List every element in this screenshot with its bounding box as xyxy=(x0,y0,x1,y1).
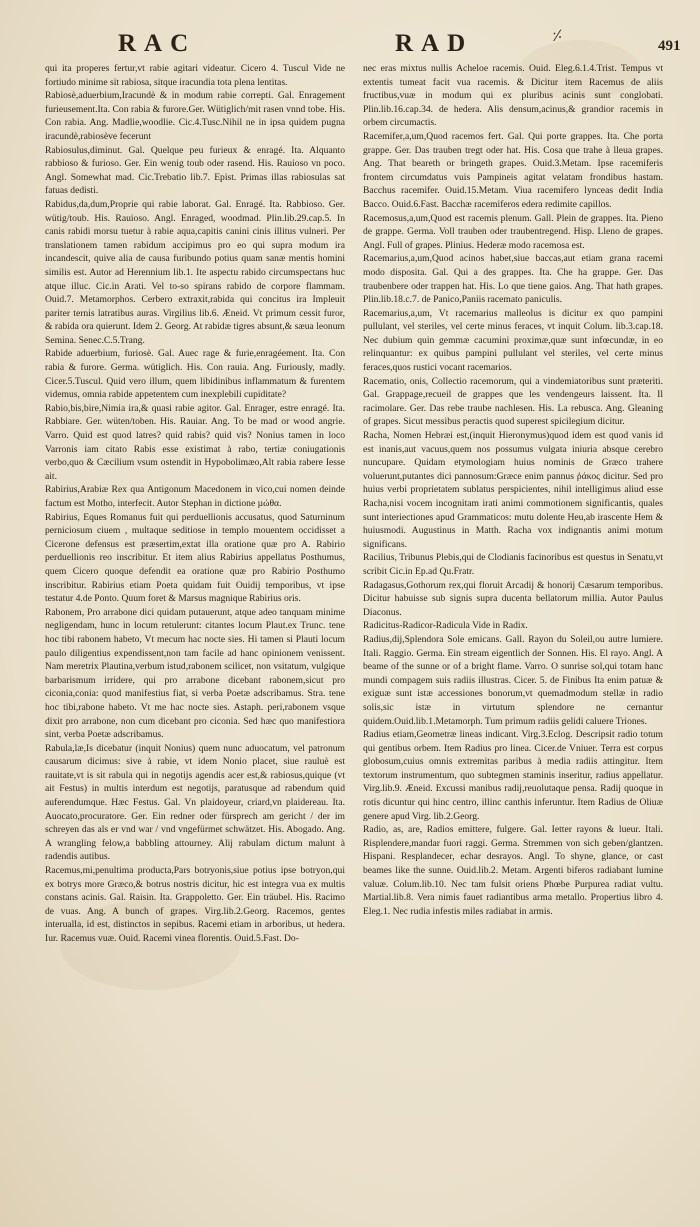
dictionary-entry: Racemosus,a,um,Quod est racemis plenum. Gall. Plein de grappes. Ita. Pieno de grappe. Germa. Voll trauben oder traubentregend. Hisp. Lleno de grapes. Angl. Full of grapes. Plinius. Hederæ modo racemosa est. xyxy=(363,212,663,251)
dictionary-entry: Racemus,mi,penultima producta,Pars botryonis,siue potius ipse botryon,qui ex botrys more Græco,& botrus nostris dicitur, hic est integra vua ex multis constans acinis. Gal. Raisin. Ita. Grappoletto. Ger. Ein träubel. His. Racimo de vuas. Ang. A bunch of grapes. Virg.lib.2.Georg. Racemos, gentes interualla, id est, distinctos in sepibus. Racemi etiam in arboribus, ut hedera. Iur. Racemus vuæ. Ouid. Racemi vinea florentis. Ouid.5.Fast. Do- xyxy=(45,865,345,944)
dictionary-entry: Rabula,læ,Is dicebatur (inquit Nonius) quem nunc aduocatum, vel patronum causarum dicimus: sive à rabie, vt idem Nonio placet, siue rauluè est rauitate,vt is sit rabula qui in negotijs agendis acer est,& rabiosus,quique (vt ait Festus) in multis interdum est negotijs, paratusque ad rabendum quid auferendumque. Hæc Festus. Gal. Vn plaidoyeur, criard,vn plaidereau. Ita. Auocato,procuratore. Ger. Ein redner oder fürsprech am gericht / der im schreyen das als er vnd war / vnd vngefürmet schwätzet. His. Abogado. Ang. A wrangling felow,a babbling attourney. Alij rabulam dictum malunt à radendis autibus. xyxy=(45,742,345,863)
dictionary-entry: nec eras mixtus nullis Acheloe racemis. Ouid. Eleg.6.1.4.Trist. Tempus vt extentis tumeat facit vua racemis. & Dicitur item Racemus de aliis fructibus,vuæ in modum qui ex pluribus acinis sunt conglobati. Plin.lib.16.cap.34. de hedera. Alis densum,acinus,& grandior racemis in orbem circumactis. xyxy=(363,63,663,129)
dictionary-entry: Racematio, onis, Collectio racemorum, qui a vindemiatoribus sunt præteriti. Gal. Grappage,recueil de grappes que les vendengeurs laissent. Ita. Il racimolare. Ger. Das rebe traube nachlesen. His. La rebusca. Ang. Gleaning of grapes. Sicut messibus peractis quod superest spicilegium dicitur. xyxy=(363,375,663,428)
dictionary-entry: Rabirius,Arabiæ Rex qua Antigonum Macedonem in vico,cui nomen deinde factum est Motho, interfecit. Autor Stephan in dictione µώθα. xyxy=(45,484,345,509)
dictionary-entry: Rabiosè,aduerbium,Iracundè & in modum rabie correpti. Gal. Enragement furieusement.Ita. Con rabia & furore.Ger. Wütiglich/mit rasen vnnd tobe. His. Con rabia. Ang. Madlie,woodlie. Cic.4.Tusc.Nihil ne in ipsa quidem pugna iracundè,rabiosève fecerunt xyxy=(45,90,345,142)
dictionary-entry: Rabidus,da,dum,Proprie qui rabie laborat. Gal. Enragé. Ita. Rabbioso. Ger. wütig/toub. His. Rauioso. Angl. Enraged, woodmad. Plin.lib.29.cap.5. In canis rabidi morsu tuetur à rabie aqua,capitis canini cinis illitus vulneri. Per translationem tamen rabidum accipimus pro eo qui supra modum ira incandescit, quive alia de causa furibundo potius quam sanæ mentis homini similis est. Autor ad Herennium lib.1. Ite aspectu rabido circumspectans huc atque illuc. Cic.in Arati. Vel to-so spirans rabido de corpore flammam. Ouid.7. Metamorphos. Cerbero extraxit,rabida qui concitus ira Impleuit pariter ternis latratibus auras. Virgilius lib.6. Æneid. Vt primum cessit furor, & rabida ora quierunt. Idem 2. Georg. At rabidæ tigres absunt,& sæua leonum Semina. Senec.C.5.Trang. xyxy=(45,198,345,346)
left-column xyxy=(45,62,345,1212)
dictionary-entry: Rabirius, Eques Romanus fuit qui perduellionis accusatus, quod Saturninum perniciosum ciuem , multaque seditiose in templo mouentem occidisset a Cicerone defensus est præsertim,extat illa oratione quæ pro A. Rabirio perduellionis reo inscribitur. Et item alius Rabirius appellatus Posthumus, quem Cicero quoque defendit ea oratione quæ pro Rabirio Posthumo inscribitur. Rabirius etiam Poeta quidam fuit Ouidij temporibus, vt ipse testatur 4.de Ponto. Quum foret & Marsus magnique Rabirius oris. xyxy=(45,511,345,605)
dictionary-entry: qui ita properes fertur,vt rabie agitari videatur. Cicero 4. Tuscul Vide ne fortiudo minime sit rabiosa, sitque iracundia tota plena lentitas. xyxy=(45,63,345,88)
page-number: 491 xyxy=(658,38,681,54)
dictionary-entry: Radicitus-Radicor-Radicula Vide in Radix. xyxy=(363,620,528,632)
running-header xyxy=(0,24,700,58)
dictionary-entry: Radio, as, are, Radios emittere, fulgere. Gal. Ietter rayons & lueur. Itali. Risplendere,mandar fuori raggi. Germa. Stremmen von sich geben/glantzen. Hispani. Resplandecer, echar desrayos. Angl. To shyne, glance, or cast beames like the sunne. Ouid.lib.2. Metam. Argenti biferos radiabant lumine valuæ. Colum.lib.10. Nec tam fulsit oriens Phœbe Purpurea radiat vultu. Martial.lib.8. Vera nimis fauet radiantibus arma metallo. Propertius libro 4. Eleg.1. Nec rudia infestis miles radiabat in armis. xyxy=(363,824,663,917)
right-column xyxy=(363,62,663,1212)
dictionary-entry: Radius etiam,Geometræ lineas indicant. Virg.3.Eclog. Descripsit radio totum qui gentibus orbem. Item Radius pro linea. Cicer.de Vniuer. Terra est corpus globosum,cuius omnis extremitas paribus à media radiis attingitur. Item textorum instrumentum, quo subtegmen staminis inseritur, radius appellatur. Virg.lib.9. Æneid. Excussi manibus radij,reuolutaque pensa. Radij quoque in rotis dicuntur qui hinc centro, illinc canthis inferuntur. Item Radius de Oliuæ genere apud Virg. lib.2.Georg. xyxy=(363,729,663,822)
left-running-head: RAC xyxy=(118,30,197,57)
dictionary-entry: Radagasus,Gothorum rex,qui floruit Arcadij & honorij Cæsarum temporibus. Dicitur habuisse sub signis supra ducenta bellatorum millia. Autor Paulus Diaconus. xyxy=(363,579,663,618)
dictionary-entry: Racilius, Tribunus Plebis,qui de Clodianis facinoribus est questus in Senatu,vt scribit Cic.in Ep.ad Qu.Fratr. xyxy=(363,552,663,577)
dictionary-entry: Radius,dij,Splendora Sole emicans. Gall. Rayon du Soleil,ou autre lumiere. Itali. Raggio. Germa. Ein stream eigentlich der Sonnen. His. El rayo. Angl. A beame of the sunne or of a bright flame. Varro. O sunrise sol,qui totam hanc mundi compagem suis radiis illustras. Cicer. 5. de Finibus Ita enim patuæ & exiguæ sunt istæ accessiones bonorum,vt quemadmodum stellæ in radio solis,sic istæ in virtutum splendore ne cernantur quidem.Ouid.lib.1.Metamorph. Tum primum radiis gelidi caluere Triones. xyxy=(363,633,663,727)
dictionary-entry: Rabio,bis,bire,Nimia ira,& quasi rabie agitor. Gal. Enrager, estre enragé. Ita. Rabbiare. Ger. wüten/toben. His. Rauiar. Ang. To be mad or wood angrie. Varro. Quid est quod latres? quid rabis? quid vis? Nonius tamen in loco Varronis iam citato Rabis esse existimat à rabo, tertiæ coniugationis verbo,quo & Cæcilium vsum ostendit in Hypobolimæo,Alt rabia rabere Iesse ait. xyxy=(45,402,345,482)
dictionary-entry: Racemarius,a,um,Quod acinos habet,siue baccas,aut etiam grana racemi modo disposita. Gal. Qui a des grappes. Ita. Che ha grappe. Ger. Das traubenbere oder trappen hat. His. Lo que tiene gaios. Ang. That hath grapes. Plin.lib.18.c.7. de Panico,Paniis racemato paniculis. xyxy=(363,253,663,306)
dictionary-entry: Rabide aduerbium, furiosè. Gal. Auec rage & furie,enragéement. Ita. Con rabia & furore. Germa. wütiglich. His. Con rauia. Ang. Furiously, madly. Cicer.5.Tuscul. Quid vero illum, quem libidinibus inflammatum & furentem videmus, omnia rabide appetentem cum inexplebili cupiditate? xyxy=(45,348,345,401)
dictionary-entry: Rabonem, Pro arrabone dici quidam putauerunt, atque adeo tanquam minime negligendam, hunc in locum retulerunt: citantes locum Plaut.ex Trunc. tene hoc tibi rabonem habeto, Vt mecum hac nocte sies. Hi tamen si Plauti locum paulo diligentius expendissent,non tam facile ad hanc opinionem venissent. Nam meretrix Plautina,verbum istud,rabonem scilicet, non vsitatum, vulgique barbarismum irridere, qui pro arrabone dicebant rabonem,sicut pro ciconia,conia: quod manifestius fiat, si verba Poetæ adscribamus. Stra. tene hoc tibi,rabone habeto. Vt me hac nocte sies. Astaph. peri,rabonem vsque dixit pro arrabone, non cum dicebant pro ciconia. Sed hæc quo manifestiora sint, verba Poetæ adscribamus. xyxy=(45,606,345,741)
dictionary-entry: Racemifer,a,um,Quod racemos fert. Gal. Qui porte grappes. Ita. Che porta grappe. Ger. Das trauben tregt oder hat. His. Cosa que trahe à lleua grapes. Ang. That beareth or bringeth grapes. Ouid.3.Metam. Ipse racemiferis frontem circumdatus vuis Pampineis agitat velatam frondibus hastam. Bacchus racemifer. Ouid.15.Metam. Viua racemifero lynceas dedit India Bacco. Ouid.6.Fast. Bacchæ racemiferos edera redimite capillos. xyxy=(363,130,663,210)
dictionary-entry: Rabiosulus,diminut. Gal. Quelque peu furieux & enragé. Ita. Alquanto rabbioso & furioso. Ger. Ein wenig toub oder rasend. His. Rauioso vn poco. Angl. Somewhat mad. Cic.Trebatio lib.7. Epist. Primas illas rabiosulas sat fatuas dedisti. xyxy=(45,144,345,197)
dictionary-entry: Racemarius,a,um, Vt racemarius malleolus is dicitur ex quo pampini pullulant, vel steriles, vel certe minus feraces, vt inquit Colum. lib.3.cap.18. Nec dubium quin gemmæ cacumini proximæ,quæ sunt infœcundæ, in eo relinquantur: ex quibus pampini pullulant vel steriles, vel certe minus feraces,quos rustici vocant racemarios. xyxy=(363,307,663,374)
ink-mark-icon: ⸓ xyxy=(552,28,563,45)
right-running-head: RAD xyxy=(395,30,474,57)
dictionary-entry: Racha, Nomen Hebræi est,(inquit Hieronymus)quod idem est quod vanis id est inanis,aut vacuus,quem nos possumus vulgata iniuria absque cerebro nuncupare. Quidam etymologiam huius nominis de Græco trahere voluerunt,putantes dici pannosum:Græce enim pannus ῥάκος dicitur. Sed pro huius verbi proprietatem sublatus perspicientes, nihil intelligimus aliud esse Racha,nisi vocem incognitam irati animi commotionem significantis, quales sunt interiectiones apud Grammaticos: mutu dolente Heu,ab irascente Hem & huiusmodi. Augustinus in Matth. Racha vox indignantis animi motum significans. xyxy=(363,430,663,550)
